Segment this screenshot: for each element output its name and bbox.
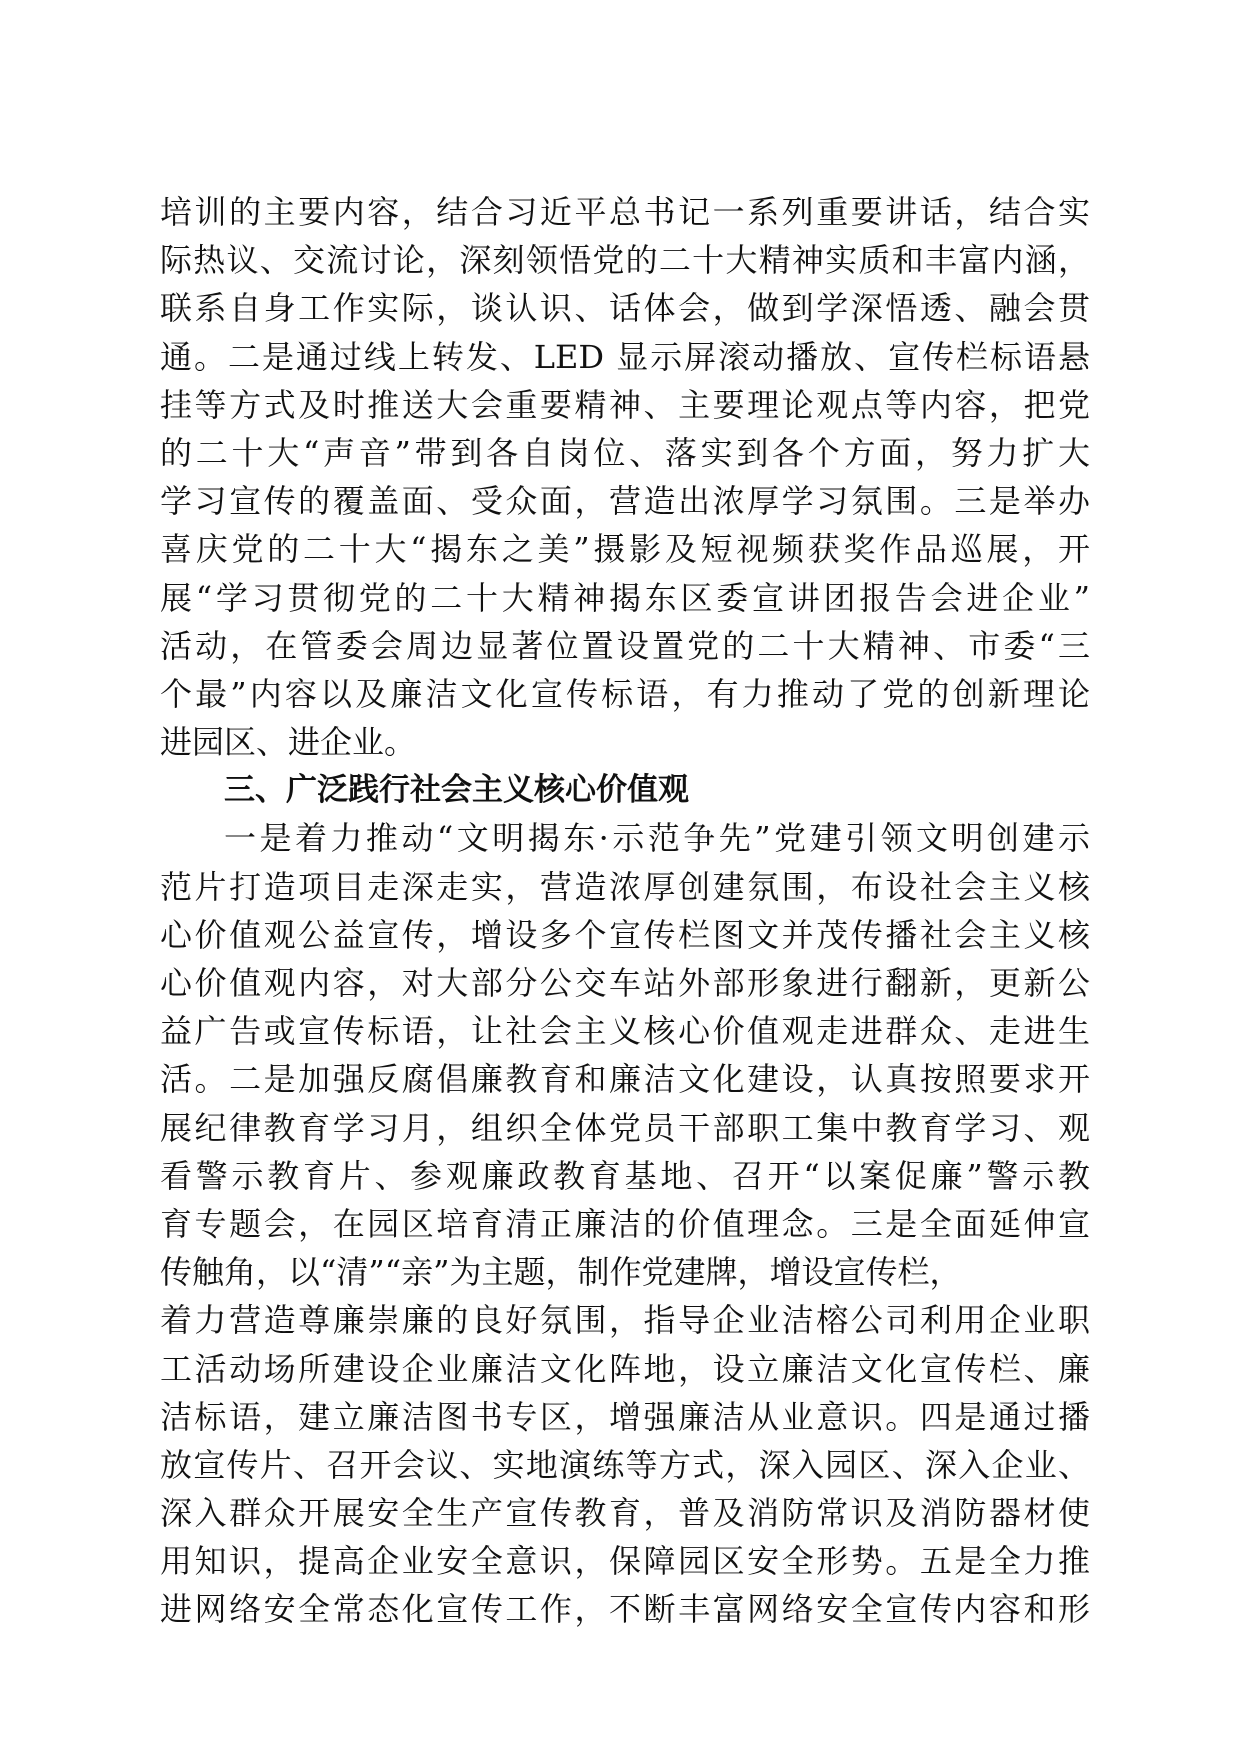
text-line: 活动，在管委会周边显著位置设置党的二十大精神、市委“三: [160, 626, 1090, 665]
text-line: 益广告或宣传标语，让社会主义核心价值观走进群众、走进生: [160, 1012, 1090, 1051]
text-line: 深入群众开展安全生产宣传教育，普及消防常识及消防器材使: [160, 1494, 1090, 1533]
text-line: 际热议、交流讨论，深刻领悟党的二十大精神实质和丰富内涵，: [160, 241, 1090, 280]
text-line: 放宣传片、召开会议、实地演练等方式，深入园区、深入企业、: [160, 1445, 1090, 1484]
text-line: 挂等方式及时推送大会重要精神、主要理论观点等内容，把党: [160, 385, 1090, 424]
text-line: 看警示教育片、参观廉政教育基地、召开“以案促廉”警示教: [160, 1156, 1090, 1195]
text-line: 培训的主要内容，结合习近平总书记一系列重要讲话，结合实: [160, 193, 1090, 231]
text-line: 用知识，提高企业安全意识，保障园区安全形势。五是全力推: [160, 1542, 1090, 1581]
text-line: 活。二是加强反腐倡廉教育和廉洁文化建设，认真按照要求开: [160, 1060, 1090, 1099]
section-2-tail-paragraph: [160, 188, 1090, 766]
text-line: 传触角，以“清”“亲”为主题，制作党建牌，增设宣传栏，: [160, 1253, 962, 1292]
section-3-heading: 三、广泛践行社会主义核心价值观: [224, 772, 689, 809]
text-line: 工活动场所建设企业廉洁文化阵地，设立廉洁文化宣传栏、廉: [160, 1349, 1090, 1388]
text-line: 的二十大“声音”带到各自岗位、落实到各个方面，努力扩大: [160, 433, 1090, 472]
text-line: 个最”内容以及廉洁文化宣传标语，有力推动了党的创新理论: [160, 674, 1090, 713]
text-line: 范片打造项目走深走实，营造浓厚创建氛围，布设社会主义核: [160, 867, 1090, 906]
text-line: 心价值观公益宣传，增设多个宣传栏图文并茂传播社会主义核: [160, 915, 1090, 954]
text-line: 联系自身工作实际，谈认识、话体会，做到学深悟透、融会贯: [160, 289, 1090, 328]
body-text: [160, 188, 1090, 1634]
text-line: 育专题会，在园区培育清正廉洁的价值理念。三是全面延伸宣: [160, 1204, 1090, 1243]
text-line: 展“学习贯彻党的二十大精神揭东区委宣讲团报告会进企业”: [160, 578, 1090, 617]
text-line: 展纪律教育学习月，组织全体党员干部职工集中教育学习、观: [160, 1108, 1090, 1147]
text-line: 心价值观内容，对大部分公交车站外部形象进行翻新，更新公: [160, 964, 1090, 1002]
text-line: 进园区、进企业。: [160, 723, 417, 762]
text-line: 通。二是通过线上转发、LED 显示屏滚动播放、宣传栏标语悬: [160, 337, 1090, 376]
text-line: 学习宣传的覆盖面、受众面，营造出浓厚学习氛围。三是举办: [160, 482, 1090, 521]
text-line: 一是着力推动“文明揭东·示范争先”党建引领文明创建示: [224, 819, 1090, 858]
text-line: 喜庆党的二十大“揭东之美”摄影及短视频获奖作品巡展，开: [160, 530, 1090, 569]
text-line: 进网络安全常态化宣传工作，不断丰富网络安全宣传内容和形: [160, 1590, 1090, 1629]
text-line: 洁标语，建立廉洁图书专区，增强廉洁从业意识。四是通过播: [160, 1397, 1090, 1436]
section-3-paragraph: [160, 814, 1090, 1633]
text-line: 着力营造尊廉崇廉的良好氛围，指导企业洁榕公司利用企业职: [160, 1301, 1090, 1340]
